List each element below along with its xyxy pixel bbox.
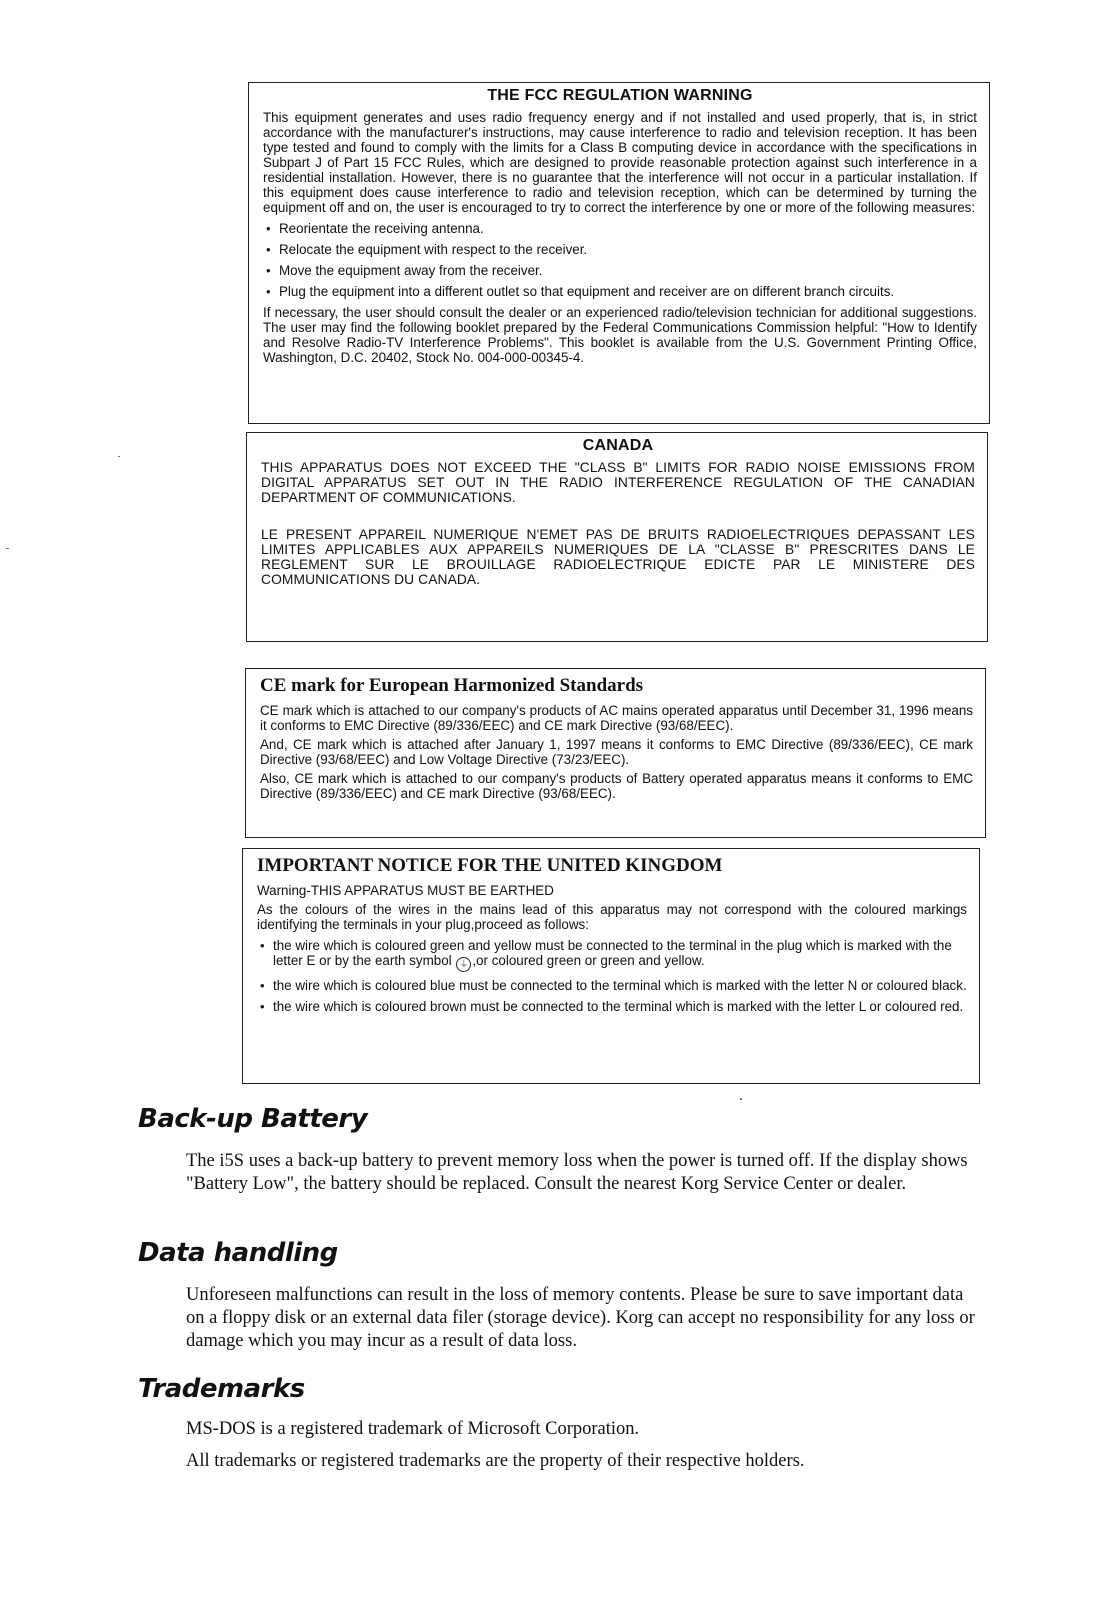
fcc-closing: If necessary, the user should consult the dealer or an experienced radio/television technician for additional suggestions. The user may find the following booklet prepared by the Federal Communications Commission helpful: "How to Identify and Resolve Radio-TV Interference Problems". This booklet is available from the U.S. Government Printing Office, Washington, D.C. 20402, Stock No. 004-000-00345-4. — [263, 305, 977, 365]
ce-mark-box — [245, 668, 986, 838]
trademarks-section — [186, 1418, 976, 1482]
ce-paragraph: Also, CE mark which is attached to our company's products of Battery operated apparatus means it conforms to EMC Directive (89/336/EEC) and CE mark Directive (93/68/EEC). — [260, 771, 973, 801]
uk-item1-text: the wire which is coloured green and yellow must be connected to the terminal in the plug which is marked with the letter E or by the earth symbol — [273, 938, 952, 968]
scan-mark — [740, 1098, 742, 1100]
backup-section — [186, 1150, 976, 1205]
backup-heading: Back-up Battery — [138, 1104, 368, 1134]
list-item: • Relocate the equipment with respect to the receiver. — [263, 242, 977, 257]
list-item — [257, 938, 967, 972]
uk-title: IMPORTANT NOTICE FOR THE UNITED KINGDOM — [257, 855, 723, 876]
data-handling-section — [186, 1284, 976, 1362]
ce-paragraph: CE mark which is attached to our company's products of AC mains operated apparatus until December 31, 1996 means it conforms to EMC Directive (89/336/EEC) and CE mark Directive (93/68/EEC). — [260, 703, 973, 733]
trademarks-text: MS-DOS is a registered trademark of Microsoft Corporation. — [186, 1419, 640, 1439]
trademarks-text: All trademarks or registered trademarks are the property of their respective holders. — [186, 1451, 805, 1471]
trademarks-heading: Trademarks — [138, 1374, 305, 1404]
data-handling-heading: Data handling — [138, 1238, 338, 1268]
uk-item1-tail: ,or coloured green or green and yellow. — [472, 953, 705, 968]
canada-french-text: LE PRESENT APPAREIL NUMERIQUE N'EMET PAS DE BRUITS RADIOELECTRIQUES DEPASSANT LES LIMITES APPLICABLES AUX APPAREILS NUMERIQUES DE LA "CLASSE B" PRESCRITES DANS LE REGLEMENT SUR LE BROUILLAGE RADIOELECTRIQUE EDICTE PAR LE MINISTERE DES COMMUNICATIONS DU CANADA. — [261, 527, 975, 587]
earth-symbol-icon: ⏚ — [456, 957, 471, 972]
uk-warning: Warning-THIS APPARATUS MUST BE EARTHED — [257, 883, 554, 898]
uk-notice-box — [242, 848, 980, 1084]
canada-box — [246, 432, 988, 642]
list-item: • Reorientate the receiving antenna. — [263, 221, 977, 236]
list-item: • Move the equipment away from the receiver. — [263, 263, 977, 278]
scan-mark — [6, 548, 9, 549]
backup-text: The i5S uses a back-up battery to prevent memory loss when the power is turned off. If the display shows "Battery Low", the battery should be replaced. Consult the nearest Korg Service Center or dealer. — [186, 1151, 968, 1194]
fcc-intro: This equipment generates and uses radio frequency energy and if not installed and used properly, that is, in strict accordance with the manufacturer's instructions, may cause interference to radio and television reception. It has been type tested and found to comply with the limits for a Class B computing device in accordance with the specifications in Subpart J of Part 15 FCC Rules, which are designed to provide reasonable protection against such interference in a residential installation. However, there is no guarantee that the interference will not occur in a particular installation. If this equipment does cause interference to radio and television reception, which can be determined by turning the equipment off and on, the user is encouraged to try to correct the interference by one or more of the following measures: — [263, 110, 977, 215]
uk-wire-list — [257, 938, 967, 1014]
canada-title: CANADA — [582, 437, 654, 454]
fcc-warning-box — [248, 82, 990, 424]
list-item: • the wire which is coloured blue must be connected to the terminal which is marked with the letter N or coloured black. — [257, 978, 967, 993]
data-handling-text: Unforeseen malfunctions can result in the loss of memory contents. Please be sure to save important data on a floppy disk or an external data filer (storage device). Korg can accept no responsibility for any loss or damage which you may incur as a result of data loss. — [186, 1285, 975, 1351]
list-item: • the wire which is coloured brown must be connected to the terminal which is marked with the letter L or coloured red. — [257, 999, 967, 1014]
fcc-measures-list — [263, 221, 977, 299]
fcc-title: THE FCC REGULATION WARNING — [487, 87, 753, 104]
ce-paragraph: And, CE mark which is attached after January 1, 1997 means it conforms to EMC Directive (89/336/EEC), CE mark Directive (93/68/EEC) and Low Voltage Directive (73/23/EEC). — [260, 737, 973, 767]
scan-mark — [118, 456, 120, 457]
canada-english-text: THIS APPARATUS DOES NOT EXCEED THE "CLASS B" LIMITS FOR RADIO NOISE EMISSIONS FROM DIGITAL APPARATUS SET OUT IN THE RADIO INTERFERENCE REGULATION OF THE CANADIAN DEPARTMENT OF COMMUNICATIONS. — [261, 460, 975, 505]
list-item: • Plug the equipment into a different outlet so that equipment and receiver are on different branch circuits. — [263, 284, 977, 299]
ce-title: CE mark for European Harmonized Standards — [260, 675, 644, 696]
uk-intro: As the colours of the wires in the mains lead of this apparatus may not correspond with the coloured markings identifying the terminals in your plug,proceed as follows: — [257, 902, 967, 932]
